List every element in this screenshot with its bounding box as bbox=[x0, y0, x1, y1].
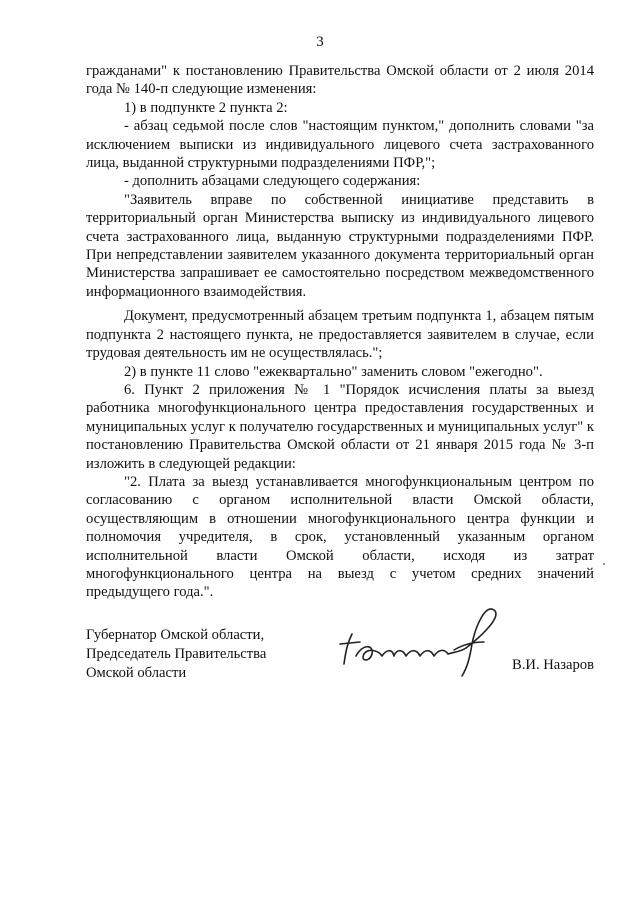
paragraph: 1) в подпункте 2 пункта 2: bbox=[124, 99, 288, 116]
paragraph: "Заявитель вправе по собственной инициативе представить в территориальный орган Министерства выписку из индивидуального лицевого счета застрахованного лица, выданную структурными подразделениями ПФР. При непредставлении заявителем указанного документа территориальный орган Министерства запрашивает ее самостоятельно посредством межведомственного информационного взаимодействия. bbox=[86, 191, 594, 300]
paragraph: "2. Плата за выезд устанавливается многофункциональным центром по согласованию с органом исполнительной власти Омской области, осуществляющим в отношении многофункционального центра функции и полномочия учредителя, в срок, установленный указанным органом исполнительной власти Омской области, исходя из затрат многофункционального центра на выезд с учетом средних значений предыдущего года.". bbox=[86, 473, 594, 601]
paragraph: гражданами" к постановлению Правительства Омской области от 2 июля 2014 года № 140-п следующие изменения: bbox=[86, 63, 594, 98]
paragraph: - абзац седьмой после слов "настоящим пунктом," дополнить словами "за исключением выписки из индивидуального лицевого счета застрахованного лица, выданной структурными подразделениями ПФР,"; bbox=[86, 118, 594, 172]
signer-name: В.И. Назаров bbox=[512, 657, 594, 673]
document-body bbox=[86, 62, 594, 602]
scan-artifact bbox=[603, 563, 605, 565]
paragraph: 6. Пункт 2 приложения № 1 "Порядок исчисления платы за выезд работника многофункционального центра предоставления государственных и муниципальных услуг к получателю государственных и муниципальных услуг" к постановлению Правительства Омской области от 21 января 2015 года № 3-п изложить в следующей редакции: bbox=[86, 381, 594, 472]
paragraph: 2) в пункте 11 слово "ежеквартально" заменить словом "ежегодно". bbox=[124, 363, 543, 380]
signer-position-line: Председатель Правительства bbox=[86, 646, 267, 662]
signature-block bbox=[86, 626, 594, 706]
signer-position-line: Губернатор Омской области, bbox=[86, 627, 265, 643]
paragraph: - дополнить абзацами следующего содержания: bbox=[124, 173, 421, 190]
handwritten-signature bbox=[334, 604, 514, 684]
paragraph: Документ, предусмотренный абзацем третьим подпункта 1, абзацем пятым подпункта 2 настоящего пункта, не предоставляется заявителем в случае, если трудовая деятельность им не осуществлялась."; bbox=[86, 308, 594, 362]
signer-position-line: Омской области bbox=[86, 665, 187, 681]
signer-position bbox=[86, 626, 316, 683]
page-number: 3 bbox=[316, 34, 324, 50]
